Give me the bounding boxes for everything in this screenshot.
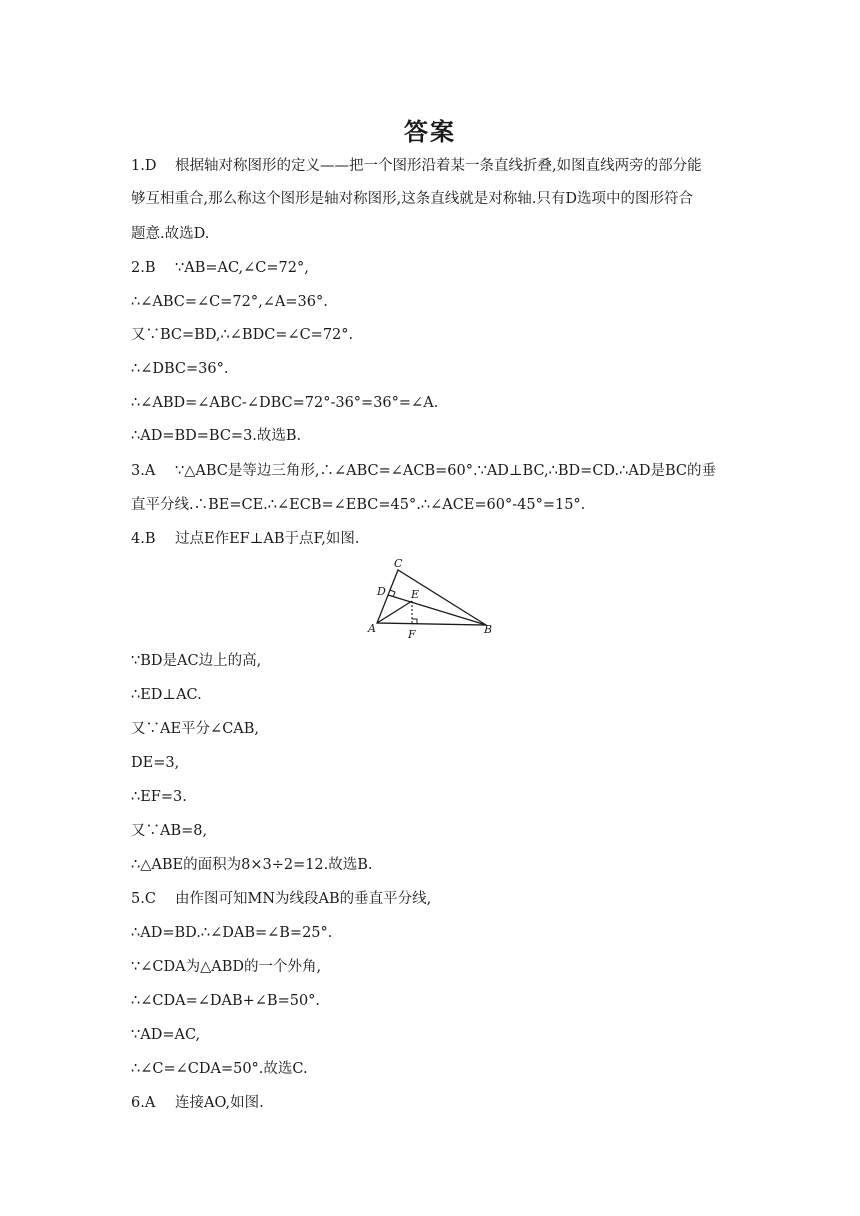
answer-line [131, 821, 207, 841]
answer-text: ∴ED⊥AC. [131, 687, 202, 703]
answer-line [131, 224, 209, 244]
answer-text: 过点E作EF⊥AB于点F,如图. [175, 531, 360, 547]
answer-line [131, 529, 360, 549]
answer-number: 5.C [131, 891, 156, 907]
answer-line [131, 1093, 264, 1113]
label-d: D [377, 585, 386, 598]
label-c: C [394, 557, 403, 570]
answer-number: 3.A [131, 463, 156, 479]
answer-text: 题意.故选D. [131, 226, 210, 242]
answer-line [131, 495, 585, 515]
answer-line [131, 189, 693, 209]
answer-text: ∵AD=AC, [131, 1027, 201, 1043]
answer-line [131, 957, 321, 977]
answer-text: ∴∠ABD=∠ABC-∠DBC=72°-36°=36°=∠A. [131, 395, 439, 411]
answer-line [131, 292, 328, 312]
answer-line [131, 156, 702, 176]
answer-line [131, 685, 202, 705]
page-title: 答案 [404, 117, 456, 146]
answer-text: 又∵AB=8, [131, 823, 208, 839]
answer-text: 又∵AE平分∠CAB, [131, 721, 260, 737]
answer-text: ∴∠C=∠CDA=50°.故选C. [131, 1061, 308, 1077]
answer-line [131, 855, 373, 875]
answer-text: ∴△ABE的面积为8×3÷2=12.故选B. [131, 857, 373, 873]
answer-number: 2.B [131, 260, 156, 276]
answer-line [131, 393, 438, 413]
answer-text: 又∵BC=BD,∴∠BDC=∠C=72°. [131, 327, 354, 343]
answer-line [131, 258, 309, 278]
answer-text: ∵∠CDA为△ABD的一个外角, [131, 959, 322, 975]
answer-line [131, 426, 301, 446]
answer-text: ∴∠CDA=∠DAB+∠B=50°. [131, 993, 321, 1009]
answer-line [131, 719, 259, 739]
answer-line [131, 753, 179, 773]
answer-text: ∴∠DBC=36°. [131, 361, 229, 377]
answer-line [131, 991, 320, 1011]
segment-ae [377, 601, 412, 623]
answer-line [131, 889, 431, 909]
answer-text: 由作图可知MN为线段AB的垂直平分线, [175, 891, 432, 907]
answer-line [131, 651, 261, 671]
answer-text: ∵AB=AC,∠C=72°, [175, 260, 309, 276]
answer-line [131, 461, 716, 481]
answer-text: 够互相重合,那么称这个图形是轴对称图形,这条直线就是对称轴.只有D选项中的图形符合 [131, 191, 693, 207]
answer-text: ∵BD是AC边上的高, [131, 653, 262, 669]
label-a: A [368, 622, 376, 635]
answer-line [131, 923, 332, 943]
answer-text: ∴EF=3. [131, 789, 187, 805]
label-e: E [411, 588, 420, 601]
segment-bd [388, 595, 486, 625]
triangle-figure [366, 557, 498, 641]
answer-line [131, 1059, 308, 1079]
answer-text: 连接AO,如图. [175, 1095, 264, 1111]
answer-text: ∴AD=BD.∴∠DAB=∠B=25°. [131, 925, 333, 941]
answer-line [131, 359, 228, 379]
answer-text: 直平分线.∴BE=CE.∴∠ECB=∠EBC=45°.∴∠ACE=60°-45°=15°. [131, 497, 586, 513]
answer-number: 4.B [131, 531, 156, 547]
answer-number: 1.D [131, 158, 157, 174]
label-b: B [484, 623, 493, 636]
answer-line [131, 787, 187, 807]
label-f: F [408, 628, 416, 641]
answer-line [131, 1025, 200, 1045]
answer-number: 6.A [131, 1095, 156, 1111]
answer-text: DE=3, [131, 755, 180, 771]
answer-line [131, 325, 353, 345]
answer-text: 根据轴对称图形的定义——把一个图形沿着某一条直线折叠,如图直线两旁的部分能 [175, 158, 702, 174]
answer-text: ∴AD=BD=BC=3.故选B. [131, 428, 302, 444]
triangle-abc [377, 570, 486, 625]
answer-text: ∵△ABC是等边三角形,∴∠ABC=∠ACB=60°.∵AD⊥BC,∴BD=CD.∴AD是BC的垂 [175, 463, 716, 479]
answer-text: ∴∠ABC=∠C=72°,∠A=36°. [131, 294, 328, 310]
